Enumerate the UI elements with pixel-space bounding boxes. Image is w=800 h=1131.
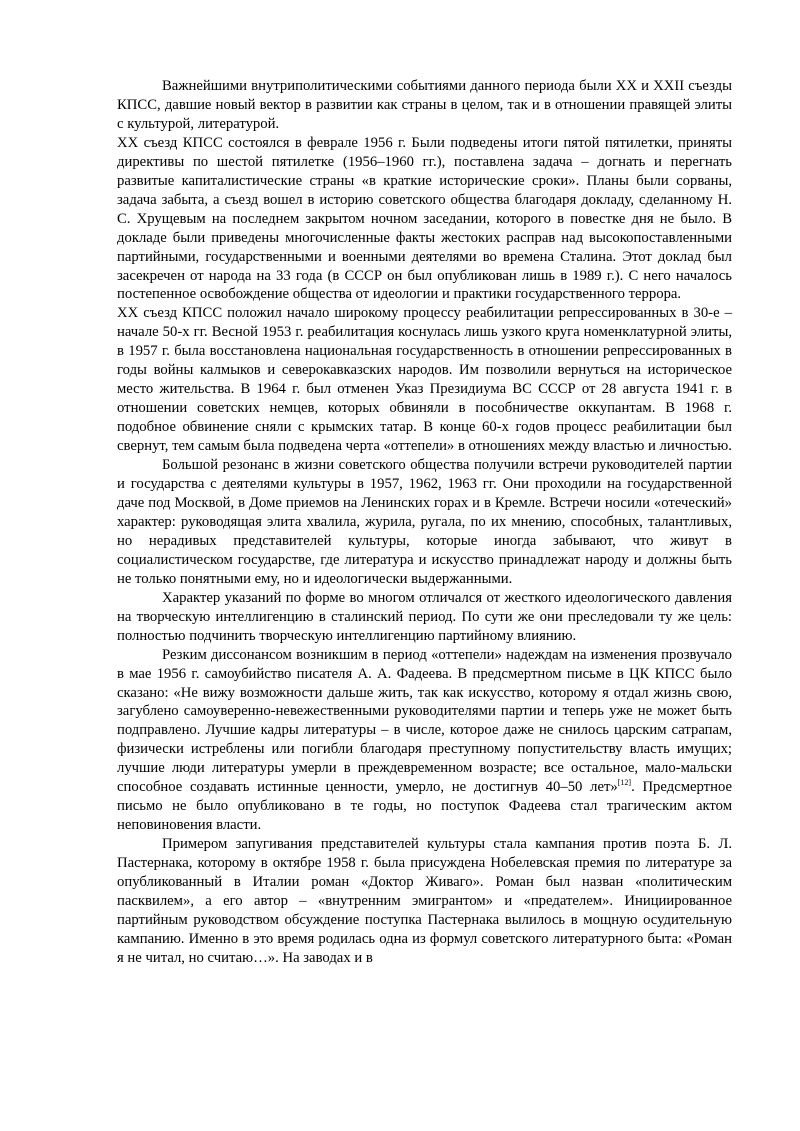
paragraph-3: XX съезд КПСС положил начало широкому процессу реабилитации репрессированных в 30-е – начале 50-х гг. Весной 1953 г. реабилитация коснулась лишь узкого круга номенклатурной элиты, в 1957 г. была восстановлена национальная государственность в отношении репрессированных в годы войны калмыков и северокавказских народов. Им позволили вернуться на историческое место жительства. В 1964 г. был отменен Указ Президиума ВС СССР от 28 августа 1941 г. в отношении советских немцев, которых обвиняли в пособничестве оккупантам. В 1968 г. подобное обвинение сняли с крымских татар. В конце 60-х годов процесс реабилитации был свернут, тем самым была подведена черта «оттепели» в отношениях между властью и личностью.: [117, 305, 732, 455]
paragraph-7: Примером запугивания представителей культуры стала кампания против поэта Б. Л. Пастернака, которому в октябре 1958 г. была присуждена Нобелевская премия по литературе за опубликованный в Италии роман «Доктор Живаго». Роман был назван «политическим пасквилем», а его автор – «внутренним эмигрантом» и «предателем». Инициированное партийным руководством обсуждение поступка Пастернака вылилось в мощную осудительную кампанию. Именно в это время родилась одна из формул советского литературного быта: «Роман я не читал, но считаю…». На заводах и в: [117, 836, 732, 966]
paragraph-1: Важнейшими внутриполитическими событиями данного периода были XX и XXII съезды КПСС, давшие новый вектор в развитии как страны в целом, так и в отношении правящей элиты с культурой, литературой.: [117, 78, 732, 132]
paragraph-6: [117, 646, 732, 836]
paragraph-6-text-after: . Предсмертное письмо не было опубликовано в те годы, но поступок Фадеева стал трагическим актом неповиновения власти.: [117, 779, 732, 834]
paragraph-2: XX съезд КПСС состоялся в феврале 1956 г. Были подведены итоги пятой пятилетки, приняты директивы по шестой пятилетке (1956–1960 гг.), поставлена задача – догнать и перегнать развитые капиталистические страны «в краткие исторические сроки». Планы были сорваны, задача забыта, а съезд вошел в историю советского общества благодаря докладу, сделанному Н. С. Хрущевым на последнем закрытом ночном заседании, которого в повестке дня не было. В докладе были приведены многочисленные факты жестоких расправ над высокопоставленными партийными, государственными и военными деятелями во времена Сталина. Этот доклад был засекречен от народа на 33 года (в СССР он был опубликован лишь в 1989 г.). С него началось постепенное освобождение общества от идеологии и практики государственного террора.: [117, 134, 732, 303]
footnote-reference[interactable]: [12]: [617, 778, 632, 788]
paragraph-5: Характер указаний по форме во многом отличался от жесткого идеологического давления на творческую интеллигенцию в сталинский период. По сути же они преследовали ту же цель: полностью подчинить творческую интеллигенцию партийному влиянию.: [117, 589, 732, 644]
paragraph-6-text: Резким диссонансом возникшим в период «оттепели» надеждам на изменения прозвучало в мае 1956 г. самоубийство писателя А. А. Фадеева. В предсмертном письме в ЦК КПСС было сказано: «Не вижу возможности дальше жить, так как искусство, которому я отдал жизнь свою, загублено самоуверенно-невежественными руководителями партии и теперь уже не может быть подправлено. Лучшие кадры литературы – в числе, которое даже не снилось царским сатрапам, физически истреблены или погибли благодаря преступному попустительству власть имущих; лучшие люди литературы умерли в преждевременном возрасте; все остальное, мало-мальски способное создавать истинные ценности, умерло, не достигнув 40–50 лет»: [117, 646, 732, 796]
paragraph-4: Большой резонанс в жизни советского общества получили встречи руководителей партии и государства с деятелями культуры в 1957, 1962, 1963 гг. Они проходили на государственной даче под Москвой, в Доме приемов на Ленинских горах и в Кремле. Встречи носили «отеческий» характер: руководящая элита хвалила, журила, ругала, по их мнению, способных, талантливых, но нерадивых представителей культуры, которые иногда забывают, что живут в социалистическом государстве, где литература и искусство принадлежат народу и должны быть не только понятными ему, но и идеологически выдержанными.: [117, 457, 732, 587]
document-page: [117, 77, 732, 968]
